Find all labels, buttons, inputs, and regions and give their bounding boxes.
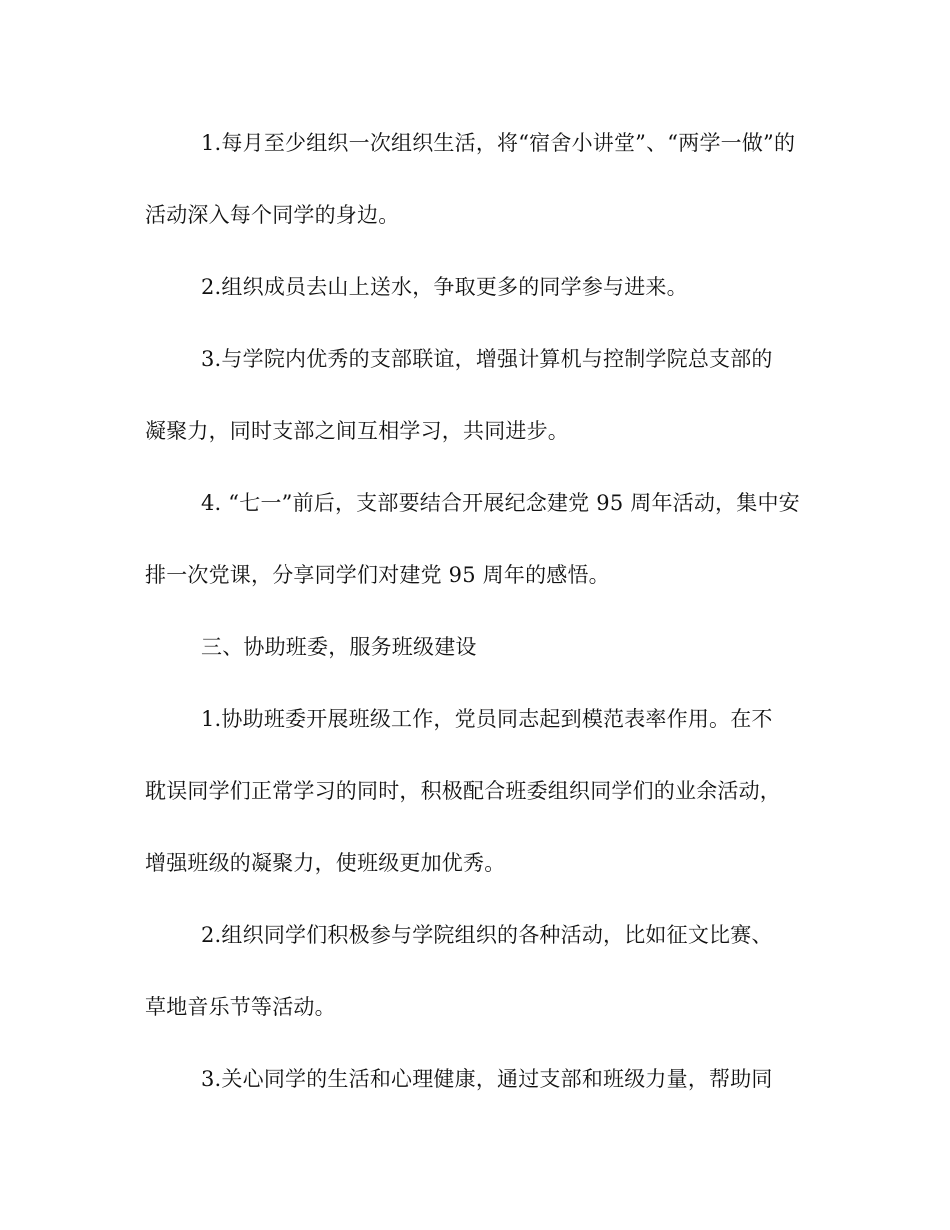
text-line: 排一次党课，分享同学们对建党 95 周年的感悟。 bbox=[145, 563, 610, 587]
document-body bbox=[145, 107, 817, 1115]
section-heading: 三、协助班委，服务班级建设 bbox=[201, 635, 477, 659]
text-line: 凝聚力，同时支部之间互相学习，共同进步。 bbox=[145, 419, 569, 443]
text-line: 2.组织同学们积极参与学院组织的各种活动，比如征文比赛、 bbox=[201, 923, 773, 947]
text-line: 3.关心同学的生活和心理健康，通过支部和班级力量，帮助同 bbox=[201, 1067, 773, 1091]
text-line: 2.组织成员去山上送水，争取更多的同学参与进来。 bbox=[201, 275, 688, 299]
text-line: 3.与学院内优秀的支部联谊，增强计算机与控制学院总支部的 bbox=[201, 347, 773, 371]
text-line: 1.每月至少组织一次组织生活，将“宿舍小讲堂”、“两学一做”的 bbox=[201, 131, 796, 155]
text-line: 草地音乐节等活动。 bbox=[145, 995, 336, 1019]
text-line: 增强班级的凝聚力，使班级更加优秀。 bbox=[145, 851, 506, 875]
text-line: 1.协助班委开展班级工作，党员同志起到模范表率作用。在不 bbox=[201, 707, 773, 731]
text-line: 活动深入每个同学的身边。 bbox=[145, 203, 400, 227]
text-line: 4. “七一”前后，支部要结合开展纪念建党 95 周年活动，集中安 bbox=[201, 491, 800, 515]
text-line: 耽误同学们正常学习的同时，积极配合班委组织同学们的业余活动， bbox=[145, 779, 781, 803]
